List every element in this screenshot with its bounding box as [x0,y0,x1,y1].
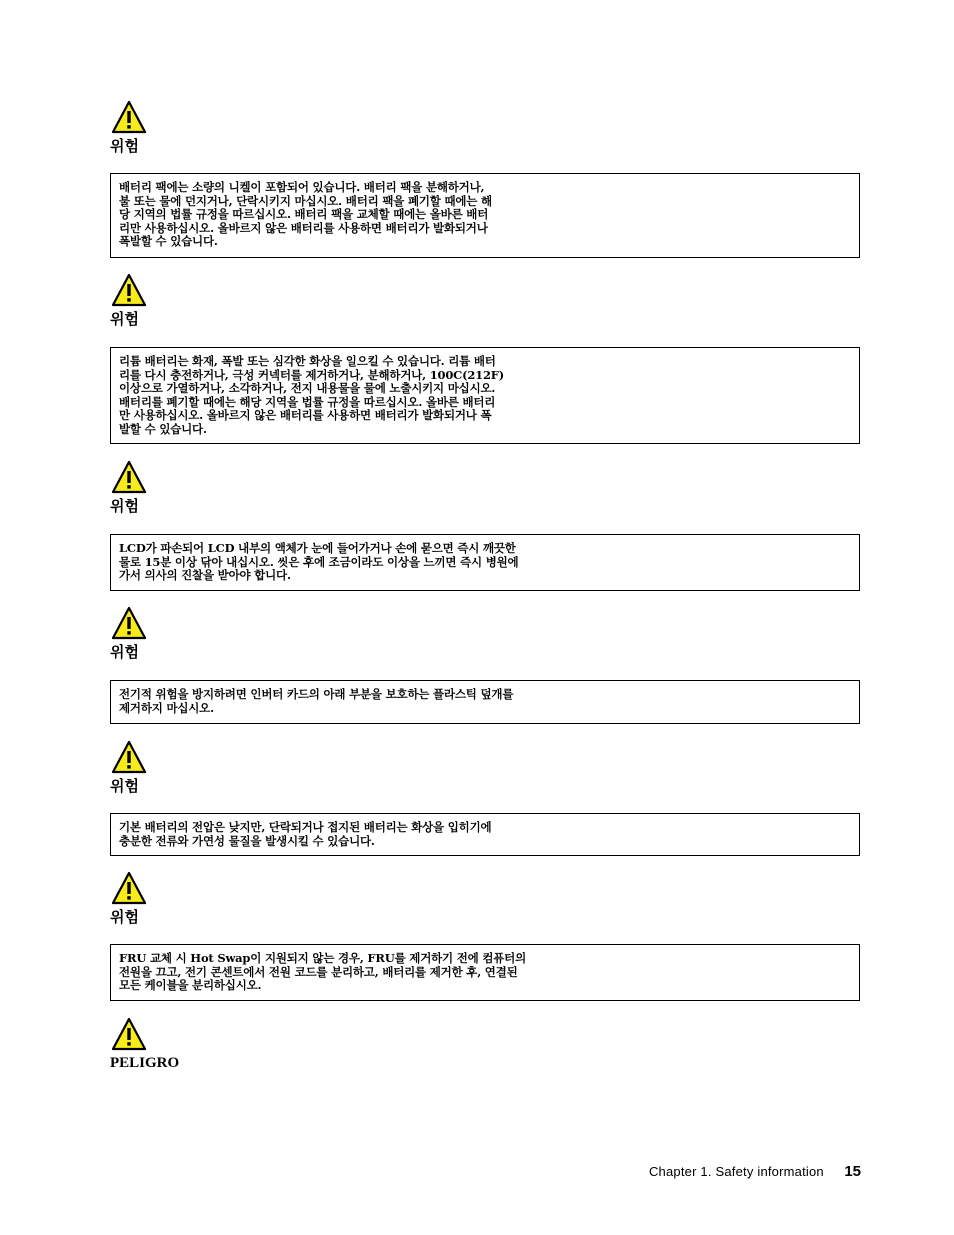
danger-header-6 [110,871,862,926]
danger-header-5 [110,740,862,795]
danger-notice-2: 리튬 배터리는 화재, 폭발 또는 심각한 화상을 일으킬 수 있습니다. 리튬 배터 리를 다시 충전하거나, 극성 커넥터를 제거하거나, 분해하거나, 100C(212F) 이상으로 가열하거나, 소각하거나, 전지 내용물을 물에 노출시키지 마십시오. 배터리를 폐기할 때에는 해당 지역을 법률 규정을 따르십시오. 올바른 배터리 만 사용하십시오. 올바르지 않은 배터리를 사용하면 배터리가 발화되거나 폭 발할 수 있습니다. [110,347,860,444]
danger-label: 위험 [110,777,139,795]
page-footer [649,1163,861,1181]
warning-triangle-icon [111,871,147,905]
danger-label: 위험 [110,497,139,515]
warning-triangle-icon [111,100,147,134]
danger-header-7 [110,1017,862,1072]
danger-label: PELIGRO [110,1055,180,1071]
danger-header-3 [110,460,862,515]
warning-triangle-icon [111,460,147,494]
danger-notice-3: LCD가 파손되어 LCD 내부의 액체가 눈에 들어가거나 손에 묻으면 즉시 깨끗한 물로 15분 이상 닦아 내십시오. 씻은 후에 조금이라도 이상을 느끼면 즉시 병원에 가서 의사의 진찰을 받아야 합니다. [110,534,860,591]
danger-header-1 [110,100,862,155]
danger-label: 위험 [110,908,139,926]
page-number: 15 [844,1163,861,1180]
danger-notice-4: 전기적 위험을 방지하려면 인버터 카드의 아래 부분을 보호하는 플라스틱 덮개를 제거하지 마십시오. [110,680,860,724]
warning-triangle-icon [111,606,147,640]
danger-label: 위험 [110,643,139,661]
warning-triangle-icon [111,740,147,774]
danger-header-2 [110,273,862,328]
danger-notice-5: 기본 배터리의 전압은 낮지만, 단락되거나 접지된 배터리는 화상을 입히기에 충분한 전류와 가연성 물질을 발생시킬 수 있습니다. [110,813,860,856]
danger-notice-1: 배터리 팩에는 소량의 니켈이 포함되어 있습니다. 배터리 팩을 분해하거나, 불 또는 물에 던지거나, 단락시키지 마십시오. 배터리 팩을 폐기할 때에는 해 당 지역의 법률 규정을 따르십시오. 배터리 팩을 교체할 때에는 올바른 배터 리만 사용하십시오. 올바르지 않은 배터리를 사용하면 배터리가 발화되거나 폭발할 수 있습니다. [110,173,860,258]
danger-notice-6: FRU 교체 시 Hot Swap이 지원되지 않는 경우, FRU를 제거하기 전에 컴퓨터의 전원을 끄고, 전기 콘센트에서 전원 코드를 분리하고, 배터리를 제거한 후, 연결된 모든 케이블을 분리하십시오. [110,944,860,1001]
danger-header-4 [110,606,862,661]
warning-triangle-icon [111,273,147,307]
danger-label: 위험 [110,310,139,328]
warning-triangle-icon [111,1017,147,1051]
chapter-title: Chapter 1. Safety information [648,1164,824,1179]
danger-label: 위험 [110,137,139,155]
